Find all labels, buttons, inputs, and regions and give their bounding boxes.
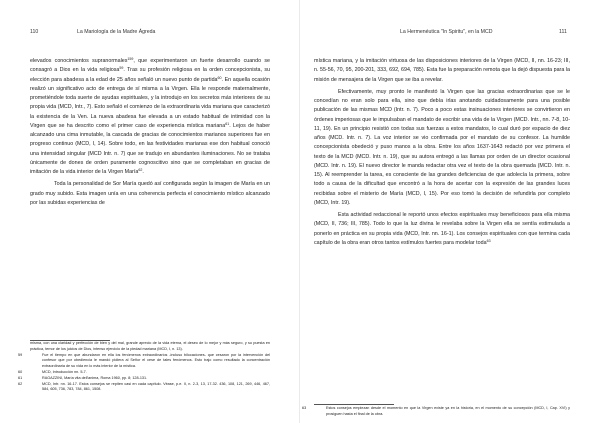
- right-paragraph-2: Efectivamente, muy pronto le manifestó la Virgen que las gracias extraordinarias que se le concedían no eran solo para ella, sino que debía irlas anotando cuidadosamente para una posible publicación de las mismas MCD (Intr. n. 7). Poco a poco estas insinuaciones interiores se convirtieron en órdenes imperiosas que le impulsaban el mandato de escribir una vida de la Virgen (MCD. Intr., nn. 7-8, 10-11, 19). En un principio resistió con todas sus fuerzas a estos mandatos, lo cual duró por espacio de diez años (MCD. Intr. n. 7). La voz interior se vio confirmada por el mandato de su confesor. La humilde concepcionista obedeció y puso manos a la obra. Entre los años 1637-1643 redactó por vez primera el texto de la MCD (MCD. Intr. n. 19), que su autora entregó a las llamas por orden de un director ocasional (MCD. Intr. n. 19). El nuevo director le manda redactar otra vez el texto de la obra quemada (MCD. Intr. n. 15). Al reemprender la tarea, es consciente de las grandes deficiencias de que adolecía la primera, sobre todo a causa de la dificultad que encontró a la hora de acertar con la expresión de las grandes luces recibidas sobre el misterio de María (MCD, I, 15). Por eso tomó la decisión de refundirla por completo (MCD, Intr. 19).: [314, 88, 570, 206]
- footnote-60: 60 MCD, Introducción nn. 5-7.: [18, 369, 87, 374]
- right-running-head: La Hermenéutica "In Spiritu", en la MCD: [400, 29, 493, 35]
- left-body-text: [30, 57, 270, 208]
- footnote-59: 59 Fue el tiempo en que abundaron en ella los fenómenos extraordinarios -incluso bilocaciones- que cesaron por la intervención del confesor que por obediencia le mandó pidiera al Señor el cese de tales fenómenos. Esto trajo como resultado la concentración extraordinaria de su vida en lo más interior de la mística.: [18, 352, 270, 369]
- footnote-62: 62 MCD, Intr. nn. 16-17. Estos consejos se repiten casi en cada capítulo. Véase, p.e. II, n. 2-3, 13, 17-32. 436, 108, 121, 269, 446, 467, 584, 605, 736, 783, 784, 861, 1508.: [18, 381, 270, 392]
- right-paragraph-3: Esta actividad redaccional le reportó unos efectos espirituales muy beneficiosos para ella misma (MCD, II, 736; III, 785). Todo lo que la luz divina le revelaba sobre la Virgen ella se sentía estimulada a ponerlo en práctica en su propia vida (MCD, Intr. nn. 16-1). Los consejos espirituales con que termina cada capítulo de la obra eran otros tantos estímulos fuertes para modelar toda$^{63}$: [314, 212, 570, 246]
- right-page: [300, 0, 600, 423]
- right-body-text: [314, 57, 570, 248]
- right-paragraph-1: mística mariana, y la imitación virtuosa de las disposiciones interiores de la Virgen (MCD, II, nn. 16-23; III, n. 55-56, 70, 95, 200-201, 333, 692, 694, 785). Esta fue la preparación remota que la dejó dispuesta para la misión de mensajera de la Virgen que se iba a revelar.: [314, 58, 570, 83]
- footnote-61: 61 RAGAZZINI, María vita dell'anima, Roma 1960, pp. 8; 128-131.: [18, 375, 148, 380]
- left-page-number: 110: [30, 29, 39, 35]
- right-page-number: 111: [559, 29, 567, 35]
- right-footnote-rule: [314, 404, 394, 405]
- left-footnotes: [18, 341, 270, 393]
- footnote-63: 63 Estos consejos empiezan desde el momento en que la Virgen existe ya en la historia, en el momento de su concepción (MCD, I, Cap. XVI) y prosiguen hasta el final de la obra.: [302, 406, 570, 416]
- left-paragraph-1: elevados conocimientos supranormales$^{159}$, que experimentaron un fuerte desarrollo cuando se consagró a Dios en la vida religiosa$^{59}$. Tras su profesión religiosa en la orden concepcionista, su elección para abadesa a la edad de 25 años señaló un nuevo punto de partida$^{60}$. En aquella ocasión realizó un significativo acto de entrega de sí misma a la Virgen. Ella le responde maternalmente, prometiéndole toda suerte de ayudas espirituales, y la introdujo en los secretos más interiores de su propia vida (MCD, Intr., 7). Esto señaló el comienzo de la extraordinaria vida mariana que caracterizó la existencia de la Ven. La nueva abadesa fue elevada a un estado habitual de intimidad con la Virgen que se ha descrito como el primer caso de experiencia mística mariana$^{61}$. Lejos de haber alcanzado una cima inmutable, la cascada de gracias de conocimientos marianos superiores fue en progreso continuo (MCD, I, 14). Sobre todo, en las festividades marianas ese don habitual conoció una intensidad singular (MCD Intr. n. 7) que se tradujo en abundantes iluminaciones. No se trataba únicamente de dones de orden puramente cognoscitivo sino que se completaban en gracias de imitación de la vida interior de la Virgen María$^{62}$.: [30, 57, 271, 175]
- right-footnotes: [302, 406, 570, 418]
- left-footnote-continued: misma, con una claridad y perfección de bien y del mal, grande aprecio de la vida eterna, el deseo de lo mejor y más seguro, y su puesta en práctica, temor de los juicios de Dios, intenso ejercicio de la piedad mariana (MCD, I, n. 13).: [30, 341, 270, 351]
- left-running-head: La Mariología de la Madre Ágreda: [77, 29, 156, 35]
- left-paragraph-2: Toda la personalidad de Sor María quedó así configurada según la imagen de María en un grado muy subido. Esta imagen unía en una coherencia perfecta el conocimiento místico alcanzado por las subidas experiencias de: [30, 181, 270, 206]
